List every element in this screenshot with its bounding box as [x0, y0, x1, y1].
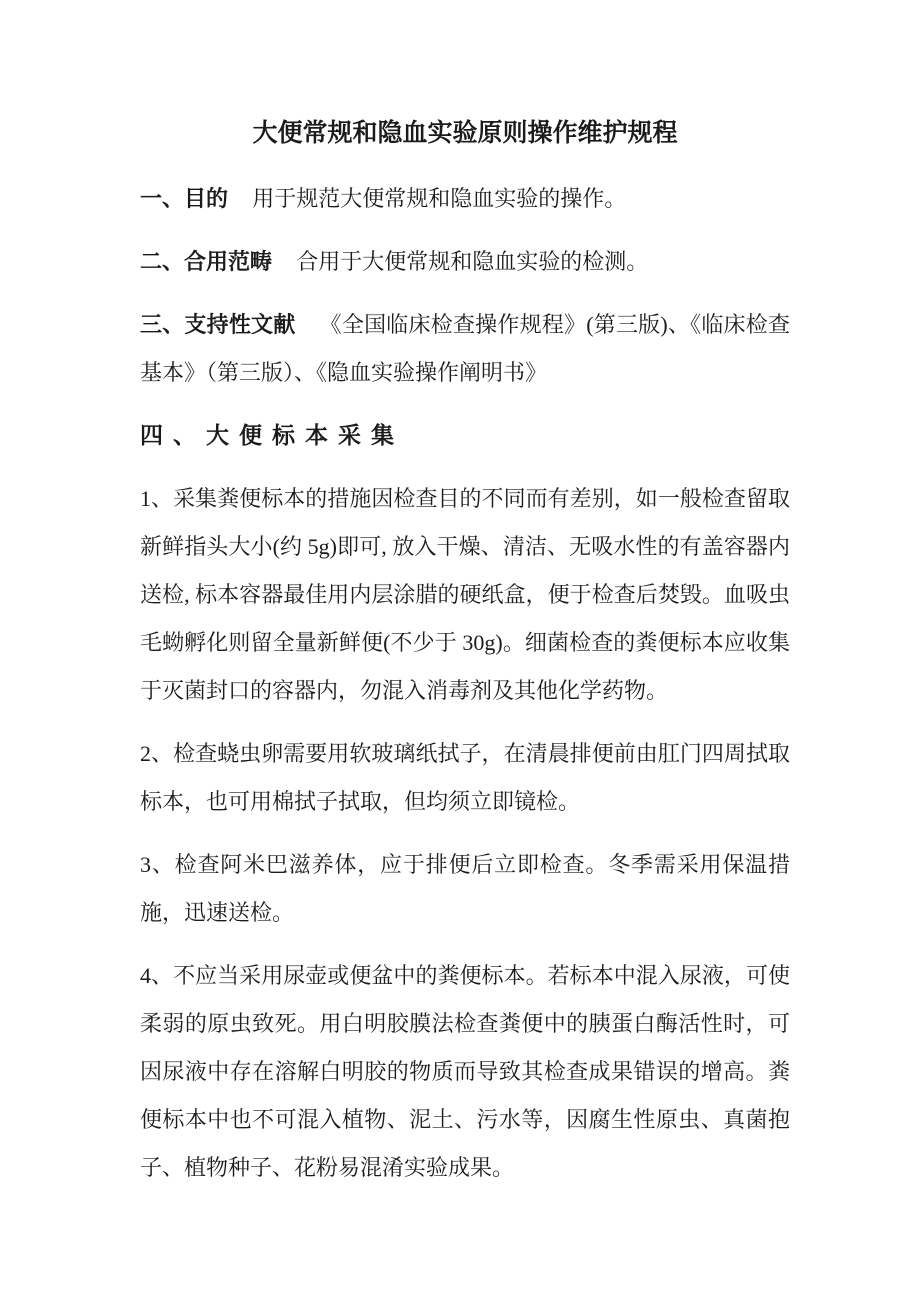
section-scope-label: 二、合用范畴 [140, 249, 273, 274]
section-references-label: 三、支持性文献 [140, 312, 296, 337]
section-purpose [140, 175, 790, 223]
section-references [140, 301, 790, 397]
document-title: 大便常规和隐血实验原则操作维护规程 [252, 120, 678, 147]
section-references-text: 《全国临床检查操作规程》(第三版)、《临床检查基本》（第三版）、《隐血实验操作阐明书》 [140, 312, 790, 385]
section-purpose-label: 一、目的 [140, 186, 229, 211]
paragraph-specimen-collection-4: 4、不应当采用尿壶或便盆中的粪便标本。若标本中混入尿液，可使柔弱的原虫致死。用白明胶膜法检查粪便中的胰蛋白酶活性时，可因尿液中存在溶解白明胶的物质而导致其检查成果错误的增高。粪便标本中也不可混入植物、泥土、污水等，因腐生性原虫、真菌抱子、植物种子、花粉易混淆实验成果。 [140, 963, 790, 1180]
paragraph-specimen-collection-3: 3、检查阿米巴滋养体，应于排便后立即检查。冬季需采用保温措施，迅速送检。 [140, 852, 790, 925]
section-purpose-text: 用于规范大便常规和隐血实验的操作。 [252, 186, 627, 211]
section-scope [140, 238, 790, 286]
paragraph-specimen-collection-1: 1、采集粪便标本的措施因检查目的不同而有差别，如一般检查留取新鲜指头大小(约 5g)即可, 放入干燥、清洁、无吸水性的有盖容器内送检, 标本容器最佳用内层涂腊的硬纸盒，便于检查后焚毁。血吸虫毛蚴孵化则留全量新鲜便(不少于 30g)。细菌检查的粪便标本应收集于灭菌封口的容器内，勿混入消毒剂及其他化学药物。 [140, 486, 790, 703]
paragraph-specimen-collection-2: 2、检查蛲虫卵需要用软玻璃纸拭子，在清晨排便前由肛门四周拭取标本，也可用棉拭子拭取，但均须立即镜检。 [140, 741, 790, 814]
section-specimen-collection-heading: 四、大便标本采集 [140, 423, 404, 448]
section-scope-text: 合用于大便常规和隐血实验的检测。 [296, 249, 649, 274]
